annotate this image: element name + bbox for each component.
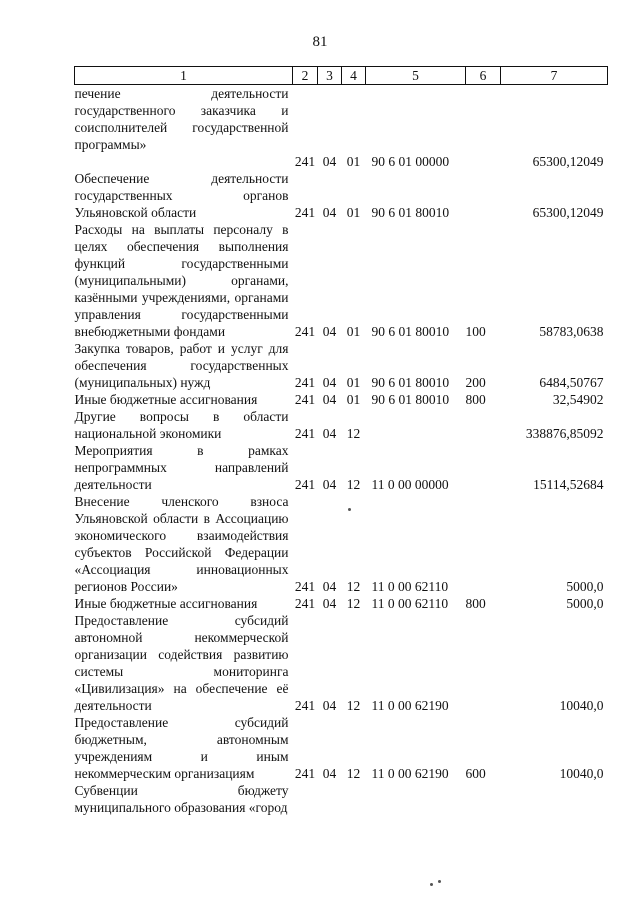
row-name: Предоставление субсидий бюджетным, автономным учреждениям и иным некоммерческим организациям bbox=[74, 715, 289, 781]
row-code-target: 90 6 01 80010 bbox=[371, 392, 450, 407]
row-code-target: 11 0 00 62190 bbox=[371, 766, 449, 781]
row-amount bbox=[501, 782, 608, 816]
table-header-row bbox=[75, 67, 608, 85]
column-header: 7 bbox=[501, 67, 608, 85]
table-row bbox=[75, 612, 608, 714]
row-code-subsection: 12 bbox=[346, 477, 361, 492]
row-name: Закупка товаров, работ и услуг для обеспечения государственных (муниципальных) нужд bbox=[74, 341, 289, 390]
row-code-subsection bbox=[342, 85, 366, 154]
row-code-expense-type bbox=[466, 408, 501, 442]
row-amount: 65300,12049 bbox=[532, 205, 604, 220]
row-code-subsection: 01 bbox=[346, 375, 361, 390]
column-header: 3 bbox=[318, 67, 342, 85]
row-code-section: 04 bbox=[322, 477, 337, 492]
row-code-expense-type bbox=[466, 493, 501, 595]
table-row bbox=[75, 442, 608, 493]
row-code-target: 90 6 01 80010 bbox=[371, 324, 450, 339]
table-row bbox=[75, 391, 608, 408]
row-amount: 10040,0 bbox=[559, 766, 604, 781]
row-amount bbox=[501, 85, 608, 154]
table-row bbox=[75, 85, 608, 154]
row-code-section: 04 bbox=[322, 205, 337, 220]
row-code-expense-type bbox=[466, 170, 501, 221]
row-code-admin: 241 bbox=[294, 596, 316, 611]
row-code-target bbox=[366, 782, 466, 816]
row-name: Мероприятия в рамках непрограммных направлений деятельности bbox=[74, 443, 289, 492]
row-code-section: 04 bbox=[322, 324, 337, 339]
row-amount: 5000,0 bbox=[566, 596, 604, 611]
table-row bbox=[75, 153, 608, 170]
row-name: Иные бюджетные ассигнования bbox=[74, 392, 258, 407]
table-row bbox=[75, 714, 608, 782]
column-header: 1 bbox=[75, 67, 293, 85]
row-code-admin: 241 bbox=[294, 426, 316, 441]
scan-speck bbox=[348, 508, 351, 511]
row-code-admin: 241 bbox=[294, 477, 316, 492]
row-code-admin bbox=[293, 782, 318, 816]
table-row bbox=[75, 340, 608, 391]
row-code-section: 04 bbox=[322, 596, 337, 611]
row-code-admin: 241 bbox=[294, 324, 316, 339]
row-code-admin: 241 bbox=[294, 154, 316, 169]
row-code-section: 04 bbox=[322, 579, 337, 594]
row-amount: 32,54902 bbox=[552, 392, 604, 407]
row-name: Другие вопросы в области национальной экономики bbox=[74, 409, 289, 441]
row-code-admin: 241 bbox=[294, 766, 316, 781]
row-code-admin: 241 bbox=[294, 375, 316, 390]
table-row bbox=[75, 170, 608, 221]
row-name: печение деятельности государственного заказчика и соисполнителей государственной программы» bbox=[74, 86, 289, 152]
row-code-expense-type bbox=[466, 612, 501, 714]
row-code-expense-type: 800 bbox=[465, 392, 486, 407]
scan-speck bbox=[438, 880, 441, 883]
row-code-target: 90 6 01 80010 bbox=[371, 205, 450, 220]
row-code-expense-type: 800 bbox=[465, 596, 486, 611]
row-code-expense-type: 600 bbox=[465, 766, 486, 781]
row-name: Предоставление субсидий автономной некоммерческой организации содействия развитию системы мониторинга «Цивилизация» на обеспечение её деятельности bbox=[74, 613, 289, 713]
row-code-target: 11 0 00 62110 bbox=[371, 579, 449, 594]
row-code-admin: 241 bbox=[294, 392, 316, 407]
row-code-admin bbox=[293, 85, 318, 154]
row-amount: 6484,50767 bbox=[539, 375, 604, 390]
row-code-subsection: 12 bbox=[346, 579, 361, 594]
row-code-expense-type bbox=[466, 782, 501, 816]
row-code-subsection: 01 bbox=[346, 324, 361, 339]
row-code-section bbox=[318, 85, 342, 154]
row-code-subsection: 12 bbox=[346, 766, 361, 781]
row-code-expense-type bbox=[466, 85, 501, 154]
row-name bbox=[75, 153, 293, 170]
row-amount: 15114,52684 bbox=[533, 477, 604, 492]
row-code-target: 11 0 00 62110 bbox=[371, 596, 449, 611]
row-code-subsection: 01 bbox=[346, 392, 361, 407]
budget-table bbox=[74, 66, 608, 816]
row-code-admin: 241 bbox=[294, 579, 316, 594]
row-code-subsection: 12 bbox=[346, 698, 361, 713]
row-code-target: 11 0 00 00000 bbox=[371, 477, 449, 492]
row-code-expense-type: 100 bbox=[465, 324, 486, 339]
page-number: 81 bbox=[312, 34, 328, 50]
row-code-section: 04 bbox=[322, 392, 337, 407]
row-code-section: 04 bbox=[322, 426, 337, 441]
row-code-section: 04 bbox=[322, 698, 337, 713]
row-amount: 58783,0638 bbox=[539, 324, 604, 339]
row-name: Субвенции бюджету муниципального образования «город bbox=[74, 783, 289, 815]
table-row bbox=[75, 493, 608, 595]
row-code-section: 04 bbox=[322, 766, 337, 781]
row-amount: 65300,12049 bbox=[532, 154, 604, 169]
row-code-target: 90 6 01 00000 bbox=[371, 154, 450, 169]
row-code-section bbox=[318, 782, 342, 816]
table-row bbox=[75, 221, 608, 340]
row-code-subsection: 01 bbox=[346, 205, 361, 220]
row-code-subsection: 12 bbox=[346, 596, 361, 611]
row-code-subsection: 01 bbox=[346, 154, 361, 169]
row-name: Обеспечение деятельности государственных органов Ульяновской области bbox=[74, 171, 289, 220]
row-code-target: 90 6 01 80010 bbox=[371, 375, 450, 390]
row-code-admin: 241 bbox=[294, 205, 316, 220]
row-amount: 5000,0 bbox=[566, 579, 604, 594]
row-code-expense-type: 200 bbox=[465, 375, 486, 390]
row-amount: 10040,0 bbox=[559, 698, 604, 713]
row-amount: 338876,85092 bbox=[525, 426, 604, 441]
column-header: 4 bbox=[342, 67, 366, 85]
table-row bbox=[75, 782, 608, 816]
row-code-subsection bbox=[342, 782, 366, 816]
table-row bbox=[75, 595, 608, 612]
row-code-admin: 241 bbox=[294, 698, 316, 713]
scan-speck bbox=[430, 883, 433, 886]
row-code-target bbox=[366, 408, 466, 442]
column-header: 2 bbox=[293, 67, 318, 85]
table-row bbox=[75, 408, 608, 442]
row-name: Расходы на выплаты персоналу в целях обеспечения выполнения функций государственными (муниципальными) органами, казёнными учреждениями, органами управления государственными внебюджетными фондами bbox=[74, 222, 289, 339]
row-code-expense-type bbox=[466, 153, 501, 170]
row-code-subsection: 12 bbox=[346, 426, 361, 441]
column-header: 6 bbox=[466, 67, 501, 85]
row-code-section: 04 bbox=[322, 154, 337, 169]
column-header: 5 bbox=[366, 67, 466, 85]
row-name: Иные бюджетные ассигнования bbox=[74, 596, 258, 611]
row-code-target bbox=[366, 85, 466, 154]
row-code-section: 04 bbox=[322, 375, 337, 390]
row-code-target: 11 0 00 62190 bbox=[371, 698, 449, 713]
row-name: Внесение членского взноса Ульяновской области в Ассоциацию экономического взаимодействия субъектов Российской Федерации «Ассоциация инновационных регионов России» bbox=[74, 494, 289, 594]
row-code-expense-type bbox=[466, 442, 501, 493]
